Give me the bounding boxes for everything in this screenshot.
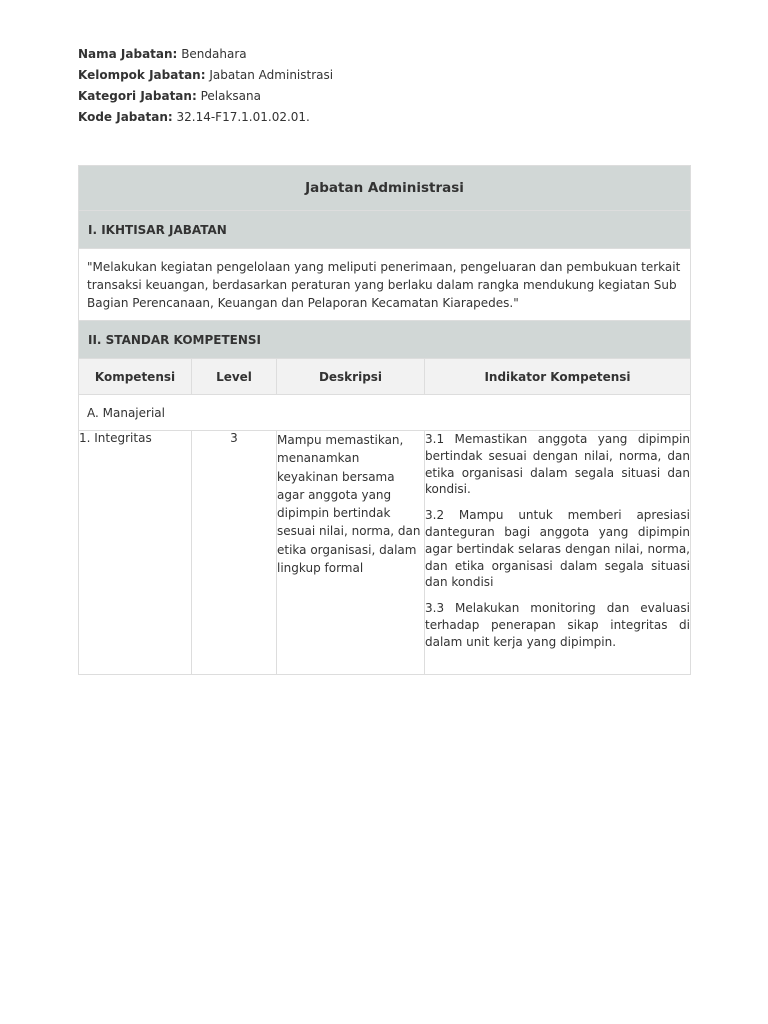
table-title-row [79, 166, 691, 211]
job-table [78, 165, 691, 675]
meta-value: Pelaksana [200, 89, 261, 103]
group-label: A. Manajerial [79, 395, 691, 431]
meta-kelompok-jabatan [78, 66, 690, 87]
header-kompetensi: Kompetensi [79, 359, 192, 395]
header-deskripsi: Deskripsi [277, 359, 425, 395]
section-row [79, 321, 691, 359]
cell-deskripsi: Mampu memastikan, menanamkan keyakinan bersama agar anggota yang dipimpin bertindak sesuai nilai, norma, dan etika organisasi, dalam lingkup formal [277, 431, 425, 675]
cell-level: 3 [192, 431, 277, 675]
meta-nama-jabatan [78, 45, 690, 66]
section-row [79, 211, 691, 249]
table-header-row [79, 359, 691, 395]
meta-label: Kode Jabatan: [78, 110, 173, 124]
meta-label: Kelompok Jabatan: [78, 68, 206, 82]
table-row [79, 431, 691, 675]
header-level: Level [192, 359, 277, 395]
job-summary-text: "Melakukan kegiatan pengelolaan yang meliputi penerimaan, pengeluaran dan pembukuan terkait transaksi keuangan, berdasarkan peraturan yang berlaku dalam rangka mendukung kegiatan Sub Bagian Perencanaan, Keuangan dan Pelaporan Kecamatan Kiarapedes." [79, 249, 691, 321]
meta-label: Kategori Jabatan: [78, 89, 197, 103]
job-meta [78, 45, 690, 129]
meta-kode-jabatan [78, 108, 690, 129]
table-title: Jabatan Administrasi [79, 166, 691, 211]
indicator-item: 3.3 Melakukan monitoring dan evaluasi terhadap penerapan sikap integritas di dalam unit kerja yang dipimpin. [425, 601, 690, 649]
summary-row [79, 249, 691, 321]
meta-label: Nama Jabatan: [78, 47, 178, 61]
group-row [79, 395, 691, 431]
meta-value: Bendahara [181, 47, 247, 61]
meta-value: 32.14-F17.1.01.02.01. [176, 110, 310, 124]
meta-value: Jabatan Administrasi [209, 68, 334, 82]
indicator-item: 3.2 Mampu untuk memberi apresiasi danteguran bagi anggota yang dipimpin agar bertindak selaras dengan nilai, norma, dan etika organisasi dalam segala situasi dan kondisi [425, 508, 690, 590]
header-indikator: Indikator Kompetensi [425, 359, 691, 395]
cell-kompetensi: 1. Integritas [79, 431, 192, 675]
cell-indikator [425, 431, 691, 675]
meta-kategori-jabatan [78, 87, 690, 108]
section-heading-standar: II. STANDAR KOMPETENSI [79, 321, 691, 359]
indicator-item: 3.1 Memastikan anggota yang dipimpin bertindak sesuai dengan nilai, norma, dan etika organisasi dalam segala situasi dan kondisi. [425, 432, 690, 497]
section-heading-ikhtisar: I. IKHTISAR JABATAN [79, 211, 691, 249]
